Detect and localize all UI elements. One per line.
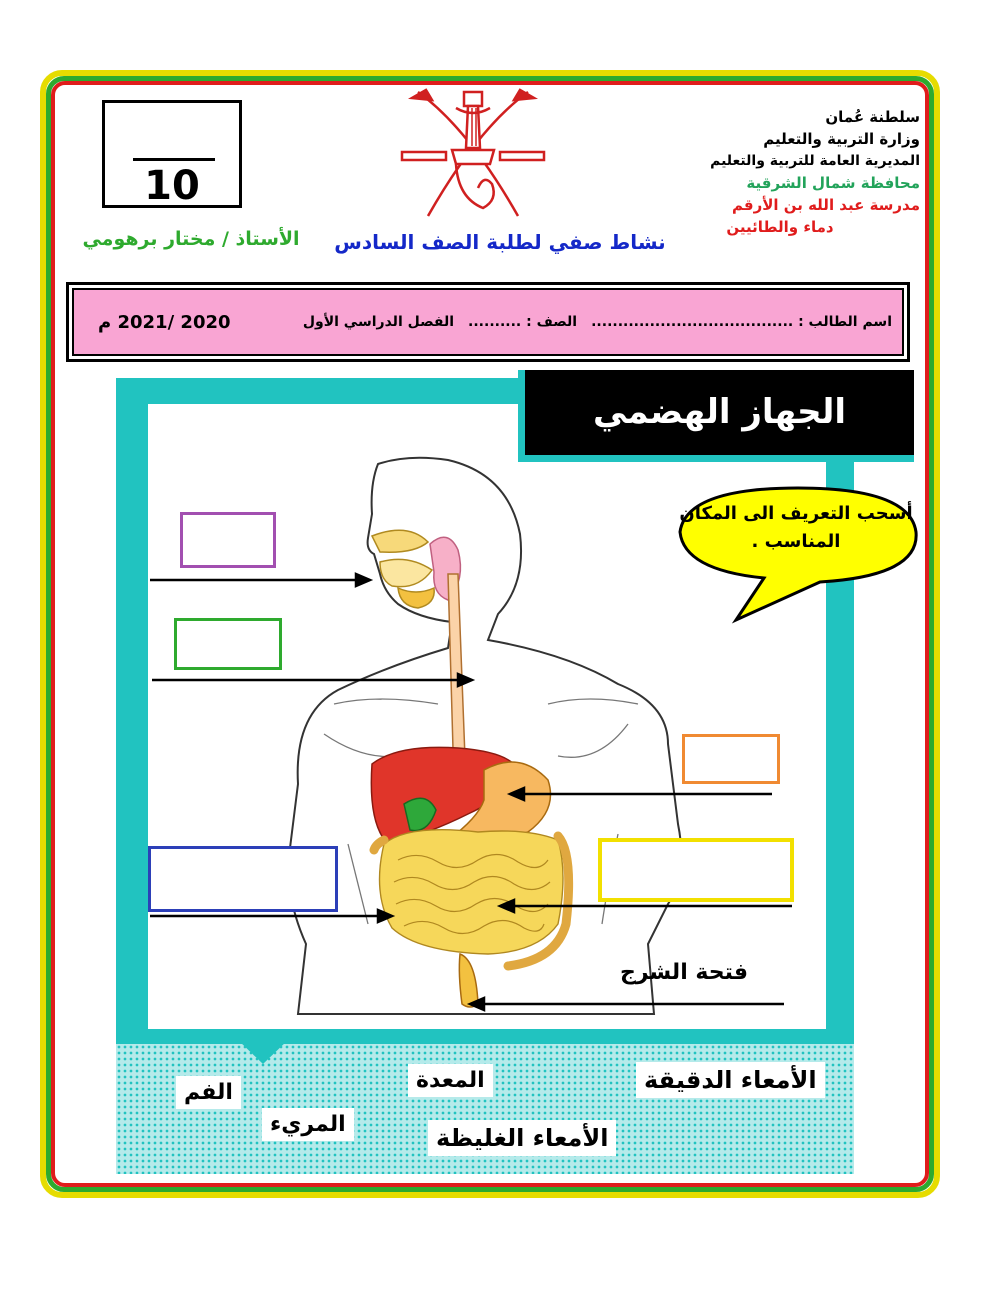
grade-field[interactable]: الصف : .......... (468, 314, 578, 330)
student-name-field[interactable]: اسم الطالب : ...................................... (591, 314, 892, 330)
governorate-name: محافظة شمال الشرقية (746, 174, 920, 192)
score-divider (133, 158, 215, 161)
directorate-name: المديرية العامة للتربية والتعليم (710, 153, 920, 169)
drag-instruction: أسحب التعريف الى المكان المناسب . (679, 503, 913, 552)
teacher-name: الأستاذ / مختار برهومي (82, 228, 300, 250)
word-mouth[interactable]: الفم (176, 1076, 241, 1109)
country-name: سلطنة عُمان (825, 108, 920, 126)
mouth-target[interactable] (180, 512, 276, 568)
score-value: 10 (144, 163, 200, 209)
score-box (102, 100, 242, 208)
student-info-fields (72, 288, 904, 356)
stomach-target[interactable] (682, 734, 780, 784)
word-large-intestine[interactable]: الأمعاء الغليظة (428, 1120, 616, 1156)
school-name: مدرسة عبد الله بن الأرقم (731, 196, 920, 214)
oman-emblem-icon (398, 88, 548, 230)
word-bank-pointer-icon (238, 1040, 288, 1066)
word-esophagus[interactable]: المريء (262, 1108, 354, 1141)
school-year: 2020 /2021 م (98, 311, 231, 333)
word-stomach[interactable]: المعدة (408, 1064, 493, 1097)
semester-label: الفصل الدراسي الأول (302, 314, 455, 330)
worksheet-title: الجهاز الهضمي (592, 392, 847, 432)
location-name: دماء والطائيين (726, 218, 834, 236)
student-info-bar (66, 282, 910, 362)
word-small-intestine[interactable]: الأمعاء الدقيقة (636, 1062, 825, 1098)
ministry-name: وزارة التربية والتعليم (763, 130, 920, 148)
large-intestine-target[interactable] (148, 846, 338, 912)
anus-label: فتحة الشرج (620, 960, 748, 985)
header-institution-block (660, 106, 920, 238)
activity-title: نشاط صفي لطلبة الصف السادس (334, 230, 666, 254)
worksheet-title-box (518, 370, 914, 462)
esophagus-target[interactable] (174, 618, 282, 670)
small-intestine-target[interactable] (598, 838, 794, 902)
